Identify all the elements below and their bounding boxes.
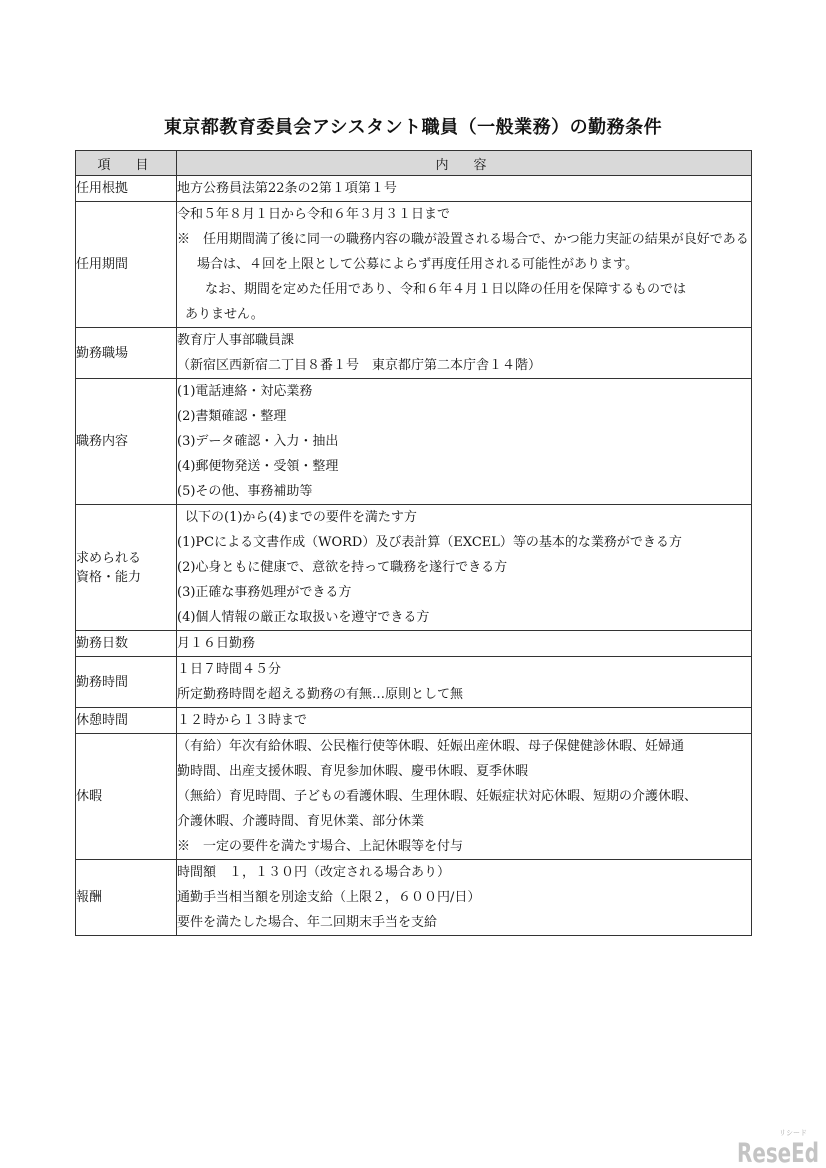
row-break [76,708,752,734]
leave-paid-a: （有給）年次有給休暇、公民権行使等休暇、妊娠出産休暇、母子保健健診休暇、妊婦通 [177,739,685,754]
duties-item: (1)電話連絡・対応業務 [177,384,313,399]
workplace-line2: （新宿区西新宿二丁目８番１号 東京都庁第二本庁舎１４階） [177,358,542,373]
row-period-content [177,202,752,328]
row-workplace-label: 勤務職場 [76,328,177,379]
duties-item: (3)データ確認・入力・抽出 [177,434,339,449]
break-line: １２時から１３時まで [177,713,308,728]
leave-unpaid-a: （無給）育児時間、子どもの看護休暇、生理休暇、妊娠症状対応休暇、短期の介護休暇、 [177,789,698,804]
row-leave-content [177,734,752,860]
document-title: 東京都教育委員会アシスタント職員（一般業務）の勤務条件 [163,117,663,138]
row-workplace-content [177,328,752,379]
period-note2-b: ありません。 [185,307,264,322]
row-basis [76,176,752,202]
pay-line3: 要件を満たした場合、年二回期末手当を支給 [177,915,438,930]
row-period [76,202,752,328]
qualifications-item: (2)心身ともに健康で、意欲を持って職務を遂行できる方 [177,560,508,575]
qualifications-label-line2: 資格・能力 [76,569,142,585]
logo-small-text: リシード [779,1129,807,1137]
row-pay-label: 報酬 [76,860,177,936]
row-leave [76,734,752,860]
period-note: ※ 任用期間満了後に同一の職務内容の職が設置される場合で、かつ能力実証の結果が良好である場合は、４回を上限として公募によらず再度任用される可能性があります。 [177,232,749,272]
qualifications-intro: 以下の(1)から(4)までの要件を満たす方 [185,510,417,525]
period-line: 令和５年８月１日から令和６年３月３１日まで [177,207,451,222]
row-days [76,631,752,657]
workplace-line1: 教育庁人事部職員課 [177,333,295,348]
row-hours [76,657,752,708]
row-pay [76,860,752,936]
qualifications-item: (1)PCによる文書作成（WORD）及び表計算（EXCEL）等の基本的な業務ができる方 [177,535,682,550]
conditions-table [75,150,752,936]
row-duties-label: 職務内容 [76,379,177,505]
row-qualifications-label [76,505,177,631]
pay-line1: 時間額 １，１３０円（改定される場合あり） [177,865,451,880]
pay-line2: 通勤手当相当額を別途支給（上限２，６００円/日） [177,890,481,905]
hours-line1: １日７時間４５分 [177,662,282,677]
row-break-content [177,708,752,734]
row-pay-content [177,860,752,936]
qualifications-item: (3)正確な事務処理ができる方 [177,585,352,600]
duties-item: (5)その他、事務補助等 [177,484,313,499]
table-header-row [76,151,752,176]
leave-paid-b: 勤時間、出産支援休暇、育児参加休暇、慶弔休暇、夏季休暇 [177,764,529,779]
leave-note: ※ 一定の要件を満たす場合、上記休暇等を付与 [177,839,464,854]
qualifications-label-line1: 求められる [76,550,142,566]
qualifications-item: (4)個人情報の厳正な取扱いを遵守できる方 [177,610,430,625]
duties-item: (4)郵便物発送・受領・整理 [177,459,339,474]
row-days-content [177,631,752,657]
days-line: 月１６日勤務 [177,636,256,651]
header-item: 項 目 [76,151,177,176]
header-content: 内 容 [177,151,752,176]
basis-line: 地方公務員法第22条の2第１項第１号 [177,181,397,196]
hours-line2: 所定勤務時間を超える勤務の有無…原則として無 [177,687,464,702]
row-period-label: 任用期間 [76,202,177,328]
reseed-logo [736,1126,820,1166]
row-leave-label: 休暇 [76,734,177,860]
row-basis-content [177,176,752,202]
row-hours-label: 勤務時間 [76,657,177,708]
row-duties [76,379,752,505]
row-hours-content [177,657,752,708]
row-workplace [76,328,752,379]
row-duties-content [177,379,752,505]
period-note2-a: なお、期間を定めた任用であり、令和６年４月１日以降の任用を保障するものでは [205,282,687,297]
leave-unpaid-b: 介護休暇、介護時間、育児休業、部分休業 [177,814,425,829]
row-qualifications-content [177,505,752,631]
row-days-label: 勤務日数 [76,631,177,657]
row-basis-label: 任用根拠 [76,176,177,202]
duties-item: (2)書類確認・整理 [177,409,287,424]
row-qualifications [76,505,752,631]
row-break-label: 休憩時間 [76,708,177,734]
logo-main-text: ReseEd [737,1138,819,1166]
